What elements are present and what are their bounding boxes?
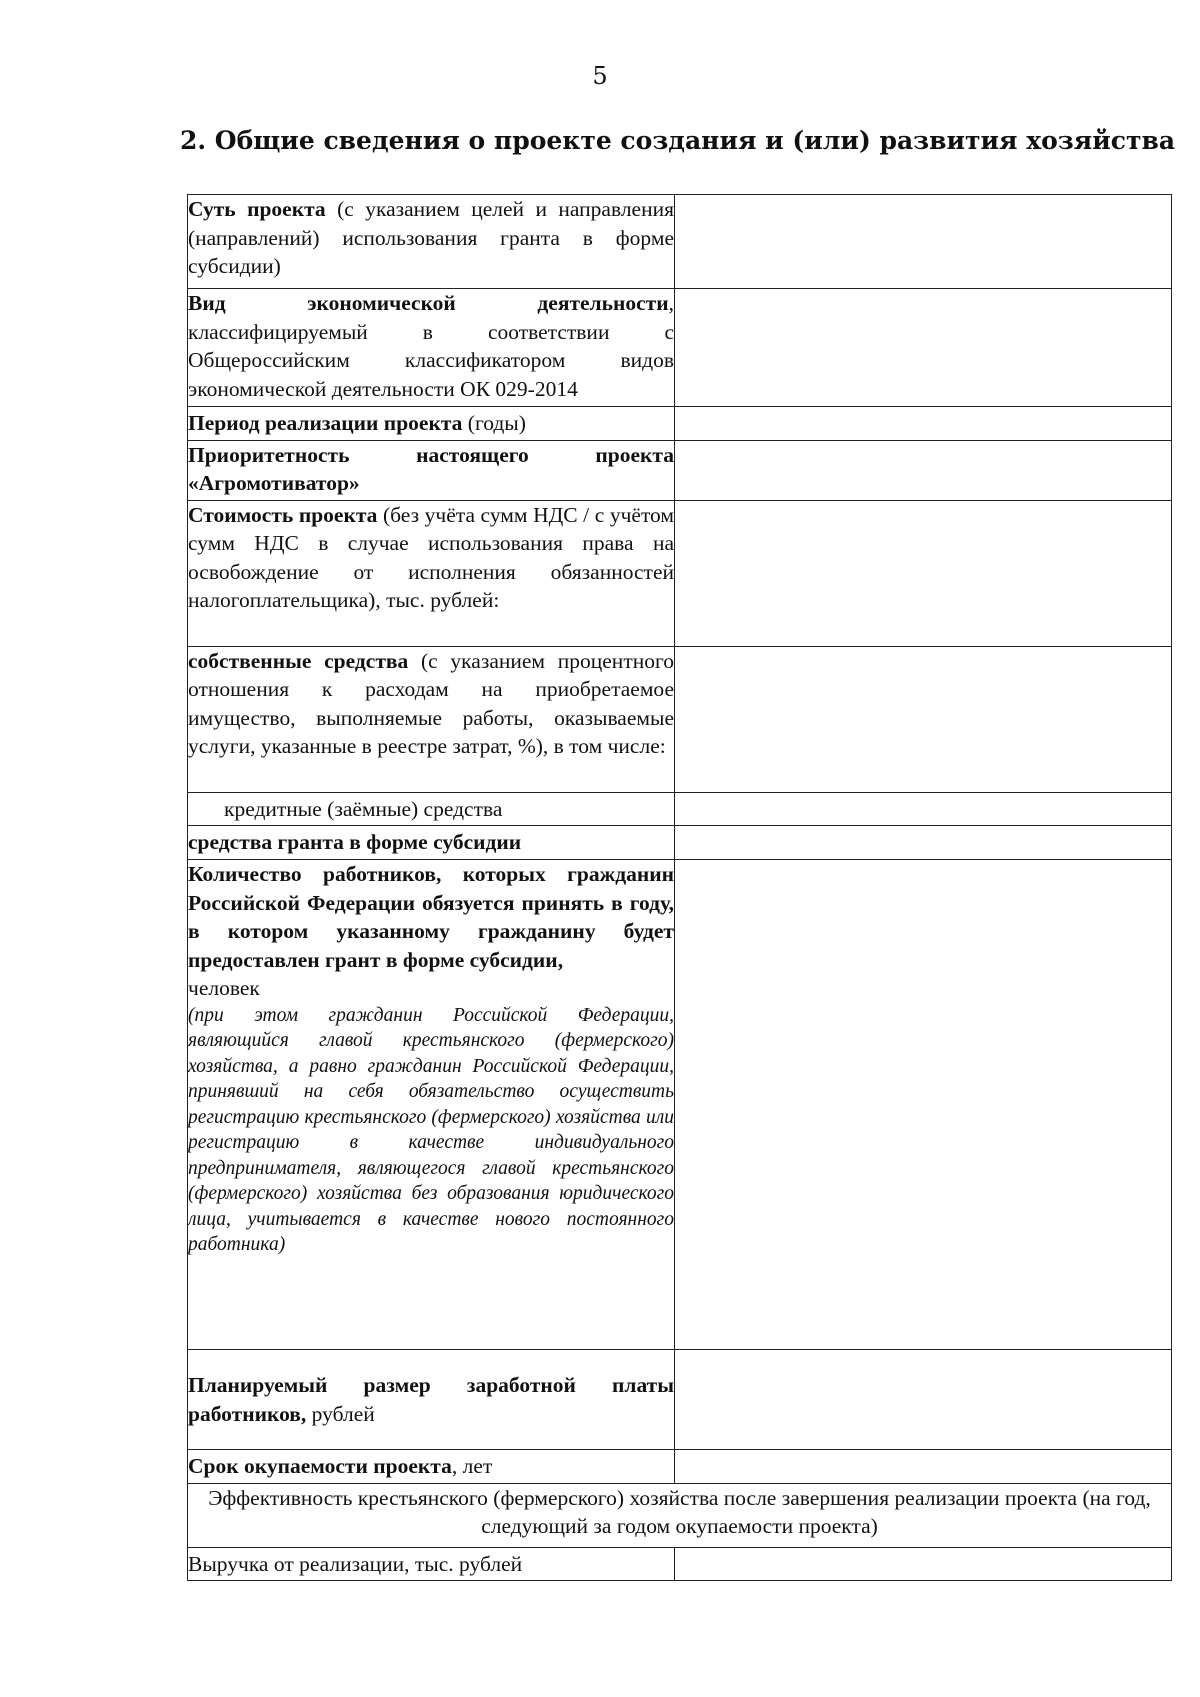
value-grant-funds[interactable] [675, 826, 1172, 860]
value-revenue[interactable] [675, 1547, 1172, 1581]
label-bold: Суть проекта [188, 197, 326, 221]
table-row [188, 860, 1172, 1350]
section-title: 2. Общие сведения о проекте создания и (или) развития хозяйства [180, 126, 1176, 155]
label-text: (без учёта сумм НДС / с учётом сумм НДС в случае использования права на освобождение от исполнения обязанностей налогоплательщика), тыс. рублей: [188, 502, 674, 612]
label-text: рублей [306, 1401, 375, 1426]
value-workers-count[interactable] [675, 860, 1172, 1350]
table-row [188, 195, 1172, 289]
value-project-priority[interactable] [675, 440, 1172, 500]
label-bold: Период реализации проекта [188, 411, 463, 435]
label-bold: Количество работников, которых гражданин Российской Федерации обязуется принять в году, в котором указанному гражданину будет предоставлен грант в форме субсидии, [188, 862, 674, 972]
value-payback-period[interactable] [675, 1450, 1172, 1484]
label-revenue: Выручка от реализации, тыс. рублей [188, 1547, 675, 1581]
label-bold: Планируемый размер заработной платы работников, [188, 1373, 674, 1426]
value-project-period[interactable] [675, 407, 1172, 441]
table-row [188, 1547, 1172, 1581]
table-row [188, 1483, 1172, 1547]
value-own-funds[interactable] [675, 646, 1172, 792]
label-own-funds [188, 646, 675, 792]
table-row [188, 1450, 1172, 1484]
label-bold: Срок окупаемости проекта [188, 1454, 452, 1478]
table-row [188, 826, 1172, 860]
label-payback-period [188, 1450, 675, 1484]
label-text: (годы) [462, 411, 526, 435]
label-note: (при этом гражданин Российской Федерации, являющийся главой крестьянского (фермерского) хозяйства, а равно гражданин Российской Федерации, принявший на себя обязательство осуществить регистрацию крестьянского (фермерского) хозяйства или регистрацию в качестве индивидуального предпринимателя, являющегося главой крестьянского (фермерского) хозяйства без образования юридического лица, учитывается в качестве нового постоянного работника) [188, 1004, 674, 1255]
table-row [188, 1350, 1172, 1450]
value-credit-funds[interactable] [675, 792, 1172, 826]
label-bold: Вид экономической деятельности [188, 291, 669, 315]
label-bold: собственные средства [188, 648, 409, 673]
label-project-essence [188, 195, 675, 289]
label-text: (с указанием процентного отношения к расходам на приобретаемое имущество, выполняемые работы, оказываемые услуги, указанные в реестре затрат, %), в том числе: [188, 648, 674, 758]
label-credit-funds: кредитные (заёмные) средства [188, 792, 675, 826]
table-row [188, 792, 1172, 826]
label-project-cost [188, 500, 675, 646]
label-workers-count [188, 860, 675, 1350]
label-text: , классифицируемый в соответствии с Общероссийским классификатором видов экономической деятельности ОК 029-2014 [188, 291, 674, 401]
label-project-priority: Приоритетность настоящего проекта «Агромотиватор» [188, 440, 675, 500]
value-project-cost[interactable] [675, 500, 1172, 646]
project-info-table [187, 194, 1172, 1581]
table-row [188, 646, 1172, 792]
label-grant-funds: средства гранта в форме субсидии [188, 826, 675, 860]
table-row [188, 407, 1172, 441]
label-project-period [188, 407, 675, 441]
label-text: (с указанием целей и направления (направлений) использования гранта в форме субсидии) [188, 197, 674, 278]
efficiency-header: Эффективность крестьянского (фермерского) хозяйства после завершения реализации проекта (на год, следующий за годом окупаемости проекта) [188, 1483, 1172, 1547]
label-text: человек [188, 976, 260, 1000]
label-planned-salary [188, 1350, 675, 1450]
label-economic-activity [188, 289, 675, 407]
value-project-essence[interactable] [675, 195, 1172, 289]
page-number: 5 [592, 62, 608, 90]
value-economic-activity[interactable] [675, 289, 1172, 407]
label-bold: Стоимость проекта [188, 502, 378, 527]
label-text: , лет [451, 1454, 493, 1478]
value-planned-salary[interactable] [675, 1350, 1172, 1450]
table-row [188, 500, 1172, 646]
table-row [188, 289, 1172, 407]
table-row [188, 440, 1172, 500]
